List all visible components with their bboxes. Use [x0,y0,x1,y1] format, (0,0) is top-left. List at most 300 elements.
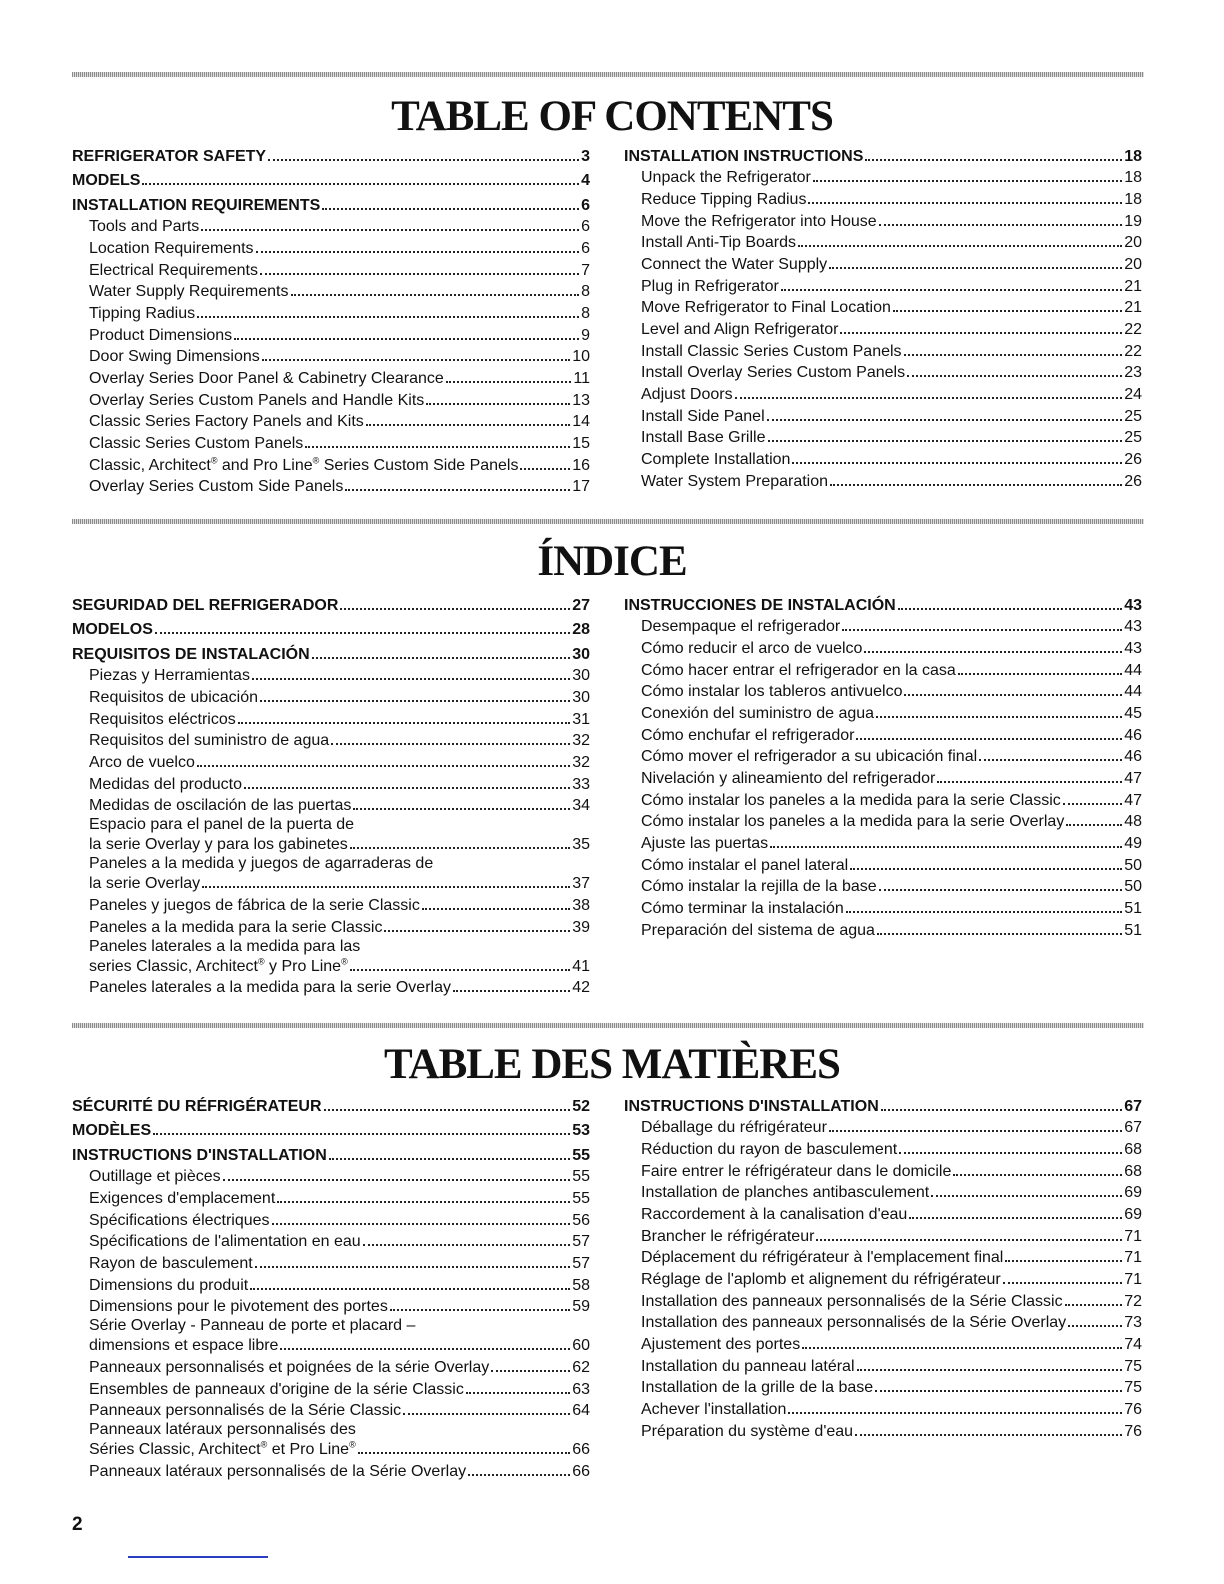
toc-entry-page: 16 [572,456,590,474]
toc-entry[interactable] [72,815,590,854]
toc-entry-page: 10 [572,348,590,366]
toc-entry-title: Paneles laterales a la medida para la serie Overlay [89,979,451,997]
toc-entry[interactable] [624,658,1142,680]
toc-entry[interactable] [72,215,590,237]
toc-entry-page: 25 [1124,407,1142,425]
toc-leader-dots [520,468,570,470]
toc-entry-page: 24 [1124,386,1142,404]
toc-entry-title: Conexión del suministro de agua [641,704,875,722]
toc-leader-dots [223,1179,571,1181]
toc-leader-dots [1068,1325,1122,1327]
toc-entry[interactable] [624,361,1142,383]
toc-entry-title: dimensions et espace libre [89,1337,279,1355]
toc-entry-title: Plug in Refrigerator [641,277,779,295]
toc-entry-page: 22 [1124,342,1142,360]
toc-leader-dots [350,969,571,971]
toc-entry[interactable] [624,1246,1142,1268]
toc-entry-title: Overlay Series Door Panel & Cabinetry Clearance [89,370,444,387]
toc-entry-page: 47 [1124,791,1142,809]
toc-leader-dots [331,743,570,745]
toc-leader-dots [788,1412,1122,1414]
toc-entry-page: 75 [1124,1379,1142,1397]
toc-entry-title: Panneaux latéraux personnalisés de la Série Overlay [89,1463,467,1481]
toc-entry[interactable] [72,685,590,707]
toc-entry-title: Déplacement du réfrigérateur à l'emplacement final [641,1249,1004,1267]
toc-entry[interactable] [624,187,1142,209]
toc-entry-page: 43 [1124,618,1142,636]
toc-entry-page: 48 [1124,813,1142,831]
toc-entry[interactable] [624,296,1142,318]
toc-leader-dots [155,632,570,634]
toc-entry-page: 35 [572,836,590,854]
toc-entry-title: Cómo instalar los tableros antivuelco [641,683,903,701]
toc-entry[interactable] [624,853,1142,875]
toc-leader-dots [350,847,570,849]
toc-entry-title: Déballage du réfrigérateur [641,1119,827,1137]
toc-entry[interactable] [624,875,1142,897]
toc-entry-page: 37 [572,875,590,893]
toc-entry-title: Préparation du système d'eau [641,1422,854,1440]
toc-entry[interactable] [624,810,1142,832]
toc-entry[interactable] [624,252,1142,274]
toc-entry-title: Location Requirements [89,239,254,257]
toc-entry[interactable] [72,1459,590,1481]
toc-leader-dots [260,700,570,702]
toc-entry-title: Rayon de basculement [89,1254,253,1272]
toc-entry-page: 9 [581,326,590,344]
toc-entry-page: 20 [1124,234,1142,252]
toc-leader-dots [197,316,579,318]
toc-entry-title: Installation de planches antibasculement [641,1184,930,1202]
toc-entry[interactable] [72,854,590,893]
toc-entry[interactable] [72,1295,590,1317]
toc-entry[interactable] [72,707,590,729]
toc-entry-page: 71 [1124,1271,1142,1288]
toc-leader-dots [345,489,570,491]
toc-leader-dots [142,183,579,185]
toc-entry-title: Unpack the Refrigerator [641,169,811,187]
toc-entry[interactable] [72,893,590,915]
toc-entry[interactable] [624,590,1142,615]
toc-leader-dots [202,886,570,888]
title-indice: ÍNDICE [537,538,687,585]
toc-leader-dots [260,273,579,275]
toc-entry-title: Cómo terminar la instalación [641,900,844,918]
toc-leader-dots [340,608,570,610]
toc-entry-title: MODÈLES [72,1122,152,1139]
toc-entry-title: Dimensions pour le pivotement des portes [89,1298,388,1316]
toc-en-right [624,141,1142,491]
toc-entry[interactable] [624,1181,1142,1203]
toc-entry[interactable] [72,410,590,432]
toc-entry-page: 51 [1124,900,1142,918]
toc-leader-dots [422,908,570,910]
toc-entry-title: Tools and Parts [89,218,200,236]
toc-leader-dots [877,933,1122,935]
toc-entry-title: Electrical Requirements [89,261,258,279]
toc-entry-page: 60 [572,1337,590,1355]
toc-entry-page: 43 [1124,596,1142,614]
toc-leader-dots [781,289,1122,291]
toc-leader-dots [426,403,570,405]
toc-entry[interactable] [72,258,590,280]
toc-entry-title: Level and Align Refrigerator [641,321,839,338]
toc-entry-title: Brancher le réfrigérateur [641,1227,815,1245]
toc-entry[interactable] [72,190,590,215]
toc-entry[interactable] [624,447,1142,469]
toc-entry[interactable] [72,1091,590,1116]
toc-entry-title: Outillage et pièces [89,1168,221,1186]
toc-entry-title: INSTRUCTIONS D'INSTALLATION [72,1146,327,1164]
toc-entry-title: la serie Overlay y para los gabinetes [89,836,348,854]
toc-entry[interactable] [624,339,1142,361]
toc-leader-dots [770,846,1122,848]
section-divider [72,72,1144,77]
toc-entry[interactable] [624,317,1142,339]
toc-entry-title: Install Overlay Series Custom Panels [641,364,906,382]
toc-entry-page: 62 [572,1359,590,1376]
toc-entry-title: Water Supply Requirements [89,283,289,301]
toc-entry[interactable] [624,1137,1142,1159]
toc-entry-page: 50 [1124,856,1142,874]
toc-entry[interactable] [624,788,1142,810]
toc-entry[interactable] [72,1399,590,1421]
toc-leader-dots [1063,803,1122,805]
toc-entry[interactable] [72,1377,590,1399]
toc-leader-dots [384,930,570,932]
toc-entry-title: Cómo instalar los paneles a la medida para la serie Overlay [641,813,1065,831]
toc-entry-title: Reduce Tipping Radius [641,190,807,208]
toc-entry-page: 11 [573,370,590,387]
toc-leader-dots [238,722,570,724]
toc-entry-title: series Classic, Architect® y Pro Line® [89,956,348,975]
toc-entry-page: 46 [1124,748,1142,766]
toc-entry-title: Réglage de l'aplomb et alignement du réfrigérateur [641,1271,1001,1288]
toc-entry-title: Classic, Architect® and Pro Line® Series Custom Side Panels [89,455,519,474]
toc-entry-page: 7 [581,261,590,279]
toc-entry-title: Install Anti-Tip Boards [641,234,797,252]
toc-entry-title: Dimensions du produit [89,1276,249,1294]
toc-leader-dots [255,1266,571,1268]
toc-entry-title: REFRIGERATOR SAFETY [72,147,267,165]
toc-leader-dots [792,462,1122,464]
toc-entry-page: 44 [1124,683,1142,701]
toc-entry-page: 52 [572,1097,590,1115]
toc-entry[interactable] [624,231,1142,253]
toc-entry-page: 53 [572,1122,590,1139]
toc-entry-page: 32 [572,753,590,771]
toc-entry[interactable] [72,772,590,794]
toc-entry-title: Panneaux personnalisés de la Série Classic [89,1402,402,1420]
toc-entry[interactable] [72,366,590,388]
toc-entry[interactable] [72,1230,590,1252]
toc-entry-title: Ajustement des portes [641,1336,801,1354]
toc-entry-title: Move Refrigerator to Final Location [641,299,891,317]
toc-entry-title: Cómo mover el refrigerador a su ubicación final [641,748,978,766]
toc-leader-dots [958,673,1122,675]
toc-entry-title: Exigences d'emplacement [89,1189,276,1207]
toc-entry-title: Installation des panneaux personnalisés de la Série Classic [641,1292,1063,1310]
toc-entry[interactable] [624,1159,1142,1181]
toc-entry[interactable] [72,236,590,258]
toc-entry-title: Installation du panneau latéral [641,1357,855,1375]
toc-entry-title: Water System Preparation [641,472,829,490]
toc-entry-page: 45 [1124,704,1142,722]
toc-entry[interactable] [72,1140,590,1165]
toc-fr-right [624,1091,1142,1441]
toc-entry[interactable] [72,664,590,686]
toc-entry-title-line1: Espacio para el panel de la puerta de [89,816,355,834]
toc-entry-title: Nivelación y alineamiento del refrigerador [641,770,936,787]
toc-leader-dots [358,1452,570,1454]
toc-entry-page: 59 [572,1298,590,1316]
toc-entry-title: Connect the Water Supply [641,255,828,273]
toc-entry-page: 67 [1124,1119,1142,1137]
toc-entry-title: Faire entrer le réfrigérateur dans le domicile [641,1162,952,1180]
toc-entry[interactable] [72,590,590,615]
toc-entry[interactable] [72,1355,590,1377]
toc-entry[interactable] [72,1208,590,1230]
toc-entry[interactable] [72,915,590,937]
toc-entry[interactable] [624,1376,1142,1398]
toc-entry[interactable] [624,831,1142,853]
toc-entry-title: Réduction du rayon de basculement [641,1140,898,1158]
footer-link-underline [128,1556,268,1558]
toc-entry-page: 6 [581,218,590,236]
toc-entry[interactable] [624,766,1142,788]
toc-leader-dots [876,716,1122,718]
toc-entry[interactable] [72,323,590,345]
toc-entry[interactable] [72,1316,590,1355]
toc-leader-dots [808,202,1122,204]
toc-entry-title: MODELOS [72,621,153,638]
toc-entry[interactable] [72,1165,590,1187]
toc-entry[interactable] [624,404,1142,426]
toc-leader-dots [262,359,570,361]
toc-entry[interactable] [624,209,1142,231]
toc-entry[interactable] [624,918,1142,940]
toc-entry[interactable] [624,615,1142,637]
toc-leader-dots [893,310,1122,312]
toc-leader-dots [256,251,580,253]
toc-entry-page: 39 [572,918,590,936]
toc-entry[interactable] [72,280,590,302]
toc-entry[interactable] [624,1397,1142,1419]
toc-entry-page: 3 [581,147,590,165]
toc-entry-page: 64 [572,1402,590,1420]
toc-entry[interactable] [72,1251,590,1273]
toc-entry-page: 51 [1124,921,1142,939]
toc-entry[interactable] [624,723,1142,745]
toc-leader-dots [153,1133,570,1135]
toc-entry-page: 42 [572,979,590,997]
toc-entry-page: 58 [572,1276,590,1294]
toc-entry-page: 72 [1124,1292,1142,1310]
toc-entry[interactable] [72,639,590,664]
toc-entry[interactable] [72,937,590,976]
toc-entry-page: 8 [581,283,590,301]
toc-leader-dots [846,911,1122,913]
toc-entry[interactable] [624,469,1142,491]
toc-leader-dots [322,208,579,210]
toc-entry-title-line1: Série Overlay - Panneau de porte et placard – [89,1317,416,1335]
toc-entry-title: la serie Overlay [89,875,201,893]
toc-leader-dots [802,1347,1122,1349]
toc-entry[interactable] [72,141,590,166]
toc-entry-page: 76 [1124,1422,1142,1440]
toc-entry[interactable] [624,1354,1142,1376]
toc-leader-dots [353,808,570,810]
toc-entry-page: 20 [1124,255,1142,273]
toc-entry[interactable] [624,166,1142,188]
toc-entry[interactable] [624,636,1142,658]
toc-es-left [72,590,590,997]
toc-leader-dots [875,1390,1122,1392]
toc-entry-page: 26 [1124,472,1142,490]
toc-leader-dots [909,1217,1122,1219]
toc-entry-page: 75 [1124,1357,1142,1375]
toc-entry-page: 56 [572,1211,590,1229]
toc-leader-dots [446,381,572,383]
toc-entry-title: SÉCURITÉ DU RÉFRIGÉRATEUR [72,1097,322,1115]
toc-entry[interactable] [72,1116,590,1141]
toc-entry-page: 28 [572,621,590,638]
toc-leader-dots [329,1158,570,1160]
toc-entry-title: Overlay Series Custom Side Panels [89,478,344,496]
toc-entry-page: 31 [572,710,590,728]
toc-entry-title: MODELS [72,172,141,189]
toc-leader-dots [816,1239,1122,1241]
toc-leader-dots [881,1109,1122,1111]
toc-entry-page: 43 [1124,639,1142,657]
toc-leader-dots [931,1195,1122,1197]
toc-entry-page: 33 [572,775,590,793]
toc-leader-dots [768,440,1123,442]
toc-entry[interactable] [72,345,590,367]
toc-entry-title: Ajuste las puertas [641,835,769,853]
toc-entry[interactable] [624,274,1142,296]
toc-leader-dots [390,1309,570,1311]
toc-entry[interactable] [72,729,590,751]
toc-leader-dots [1065,1304,1123,1306]
toc-entry[interactable] [624,1419,1142,1441]
toc-entry-title: Install Base Grille [641,429,766,447]
toc-entry-title: Cómo instalar la rejilla de la base [641,878,877,896]
toc-entry-page: 47 [1124,770,1142,787]
toc-leader-dots [250,1288,570,1290]
toc-entry-title: Overlay Series Custom Panels and Handle Kits [89,391,425,409]
toc-entry[interactable] [72,431,590,453]
toc-entry[interactable] [624,1332,1142,1354]
toc-entry-title: Requisitos eléctricos [89,710,236,728]
toc-leader-dots [904,694,1122,696]
toc-entry[interactable] [72,475,590,497]
toc-leader-dots [904,354,1123,356]
toc-leader-dots [272,1223,571,1225]
toc-leader-dots [1005,1260,1122,1262]
title-table-des-matieres: TABLE DES MATIÈRES [384,1041,840,1088]
toc-entry[interactable] [624,1091,1142,1116]
toc-entry-page: 21 [1124,277,1142,295]
toc-entry-page: 44 [1124,661,1142,679]
toc-entry[interactable] [624,1267,1142,1289]
toc-entry[interactable] [72,1186,590,1208]
toc-entry[interactable] [72,976,590,998]
toc-entry-title: Cómo hacer entrar el refrigerador en la casa [641,661,956,679]
toc-entry-title: Installation des panneaux personnalisés de la Série Overlay [641,1314,1067,1332]
toc-leader-dots [907,375,1122,377]
toc-entry-title: Requisitos de ubicación [89,688,258,706]
toc-entry[interactable] [624,701,1142,723]
toc-entry[interactable] [72,615,590,640]
toc-entry[interactable] [624,1202,1142,1224]
toc-entry-page: 76 [1124,1401,1142,1419]
toc-entry-title: Classic Series Factory Panels and Kits [89,413,364,431]
toc-leader-dots [468,1474,570,1476]
toc-entry-title: INSTALLATION REQUIREMENTS [72,196,321,214]
toc-leader-dots [842,629,1122,631]
toc-entry[interactable] [624,680,1142,702]
toc-entry[interactable] [624,1116,1142,1138]
toc-leader-dots [735,397,1123,399]
toc-entry[interactable] [624,141,1142,166]
toc-fr-left [72,1091,590,1481]
toc-leader-dots [855,1434,1122,1436]
toc-leader-dots [879,889,1123,891]
toc-entry[interactable] [624,382,1142,404]
toc-entry-page: 4 [581,172,590,189]
toc-entry[interactable] [72,453,590,475]
toc-entry[interactable] [72,794,590,816]
toc-entry[interactable] [72,166,590,191]
toc-entry[interactable] [624,745,1142,767]
toc-entry[interactable] [624,1289,1142,1311]
toc-entry-page: 63 [572,1380,590,1398]
toc-entry-title: Install Side Panel [641,407,765,425]
toc-leader-dots [244,787,570,789]
toc-entry[interactable] [72,388,590,410]
toc-entry-title-line1: Paneles laterales a la medida para las [89,937,361,955]
toc-entry[interactable] [72,1273,590,1295]
toc-entry-title: Cómo enchufar el refrigerador [641,726,855,744]
toc-entry[interactable] [72,750,590,772]
toc-entry[interactable] [624,896,1142,918]
toc-entry[interactable] [624,426,1142,448]
toc-entry-title: Ensembles de panneaux d'origine de la série Classic [89,1380,464,1398]
toc-leader-dots [864,651,1122,653]
toc-entry-title: Installation de la grille de la base [641,1379,874,1397]
page-number: 2 [72,1514,83,1535]
toc-entry-page: 18 [1124,147,1142,165]
toc-entry[interactable] [72,301,590,323]
toc-entry-page: 18 [1124,169,1142,187]
toc-entry[interactable] [624,1224,1142,1246]
toc-entry-title: Cómo instalar el panel lateral [641,856,849,874]
toc-entry-title: Achever l'installation [641,1401,787,1419]
toc-leader-dots [830,484,1122,486]
toc-leader-dots [403,1413,570,1415]
toc-entry[interactable] [72,1420,590,1459]
toc-entry-page: 49 [1124,835,1142,853]
toc-entry-page: 30 [572,688,590,706]
toc-entry[interactable] [624,1311,1142,1333]
toc-entry-title: Medidas de oscilación de las puertas [89,797,352,815]
toc-entry-page: 34 [572,797,590,815]
title-table-of-contents: TABLE OF CONTENTS [391,93,833,140]
toc-entry-title: Tipping Radius [89,304,196,322]
section-divider [72,1023,1144,1028]
toc-leader-dots [829,1130,1122,1132]
